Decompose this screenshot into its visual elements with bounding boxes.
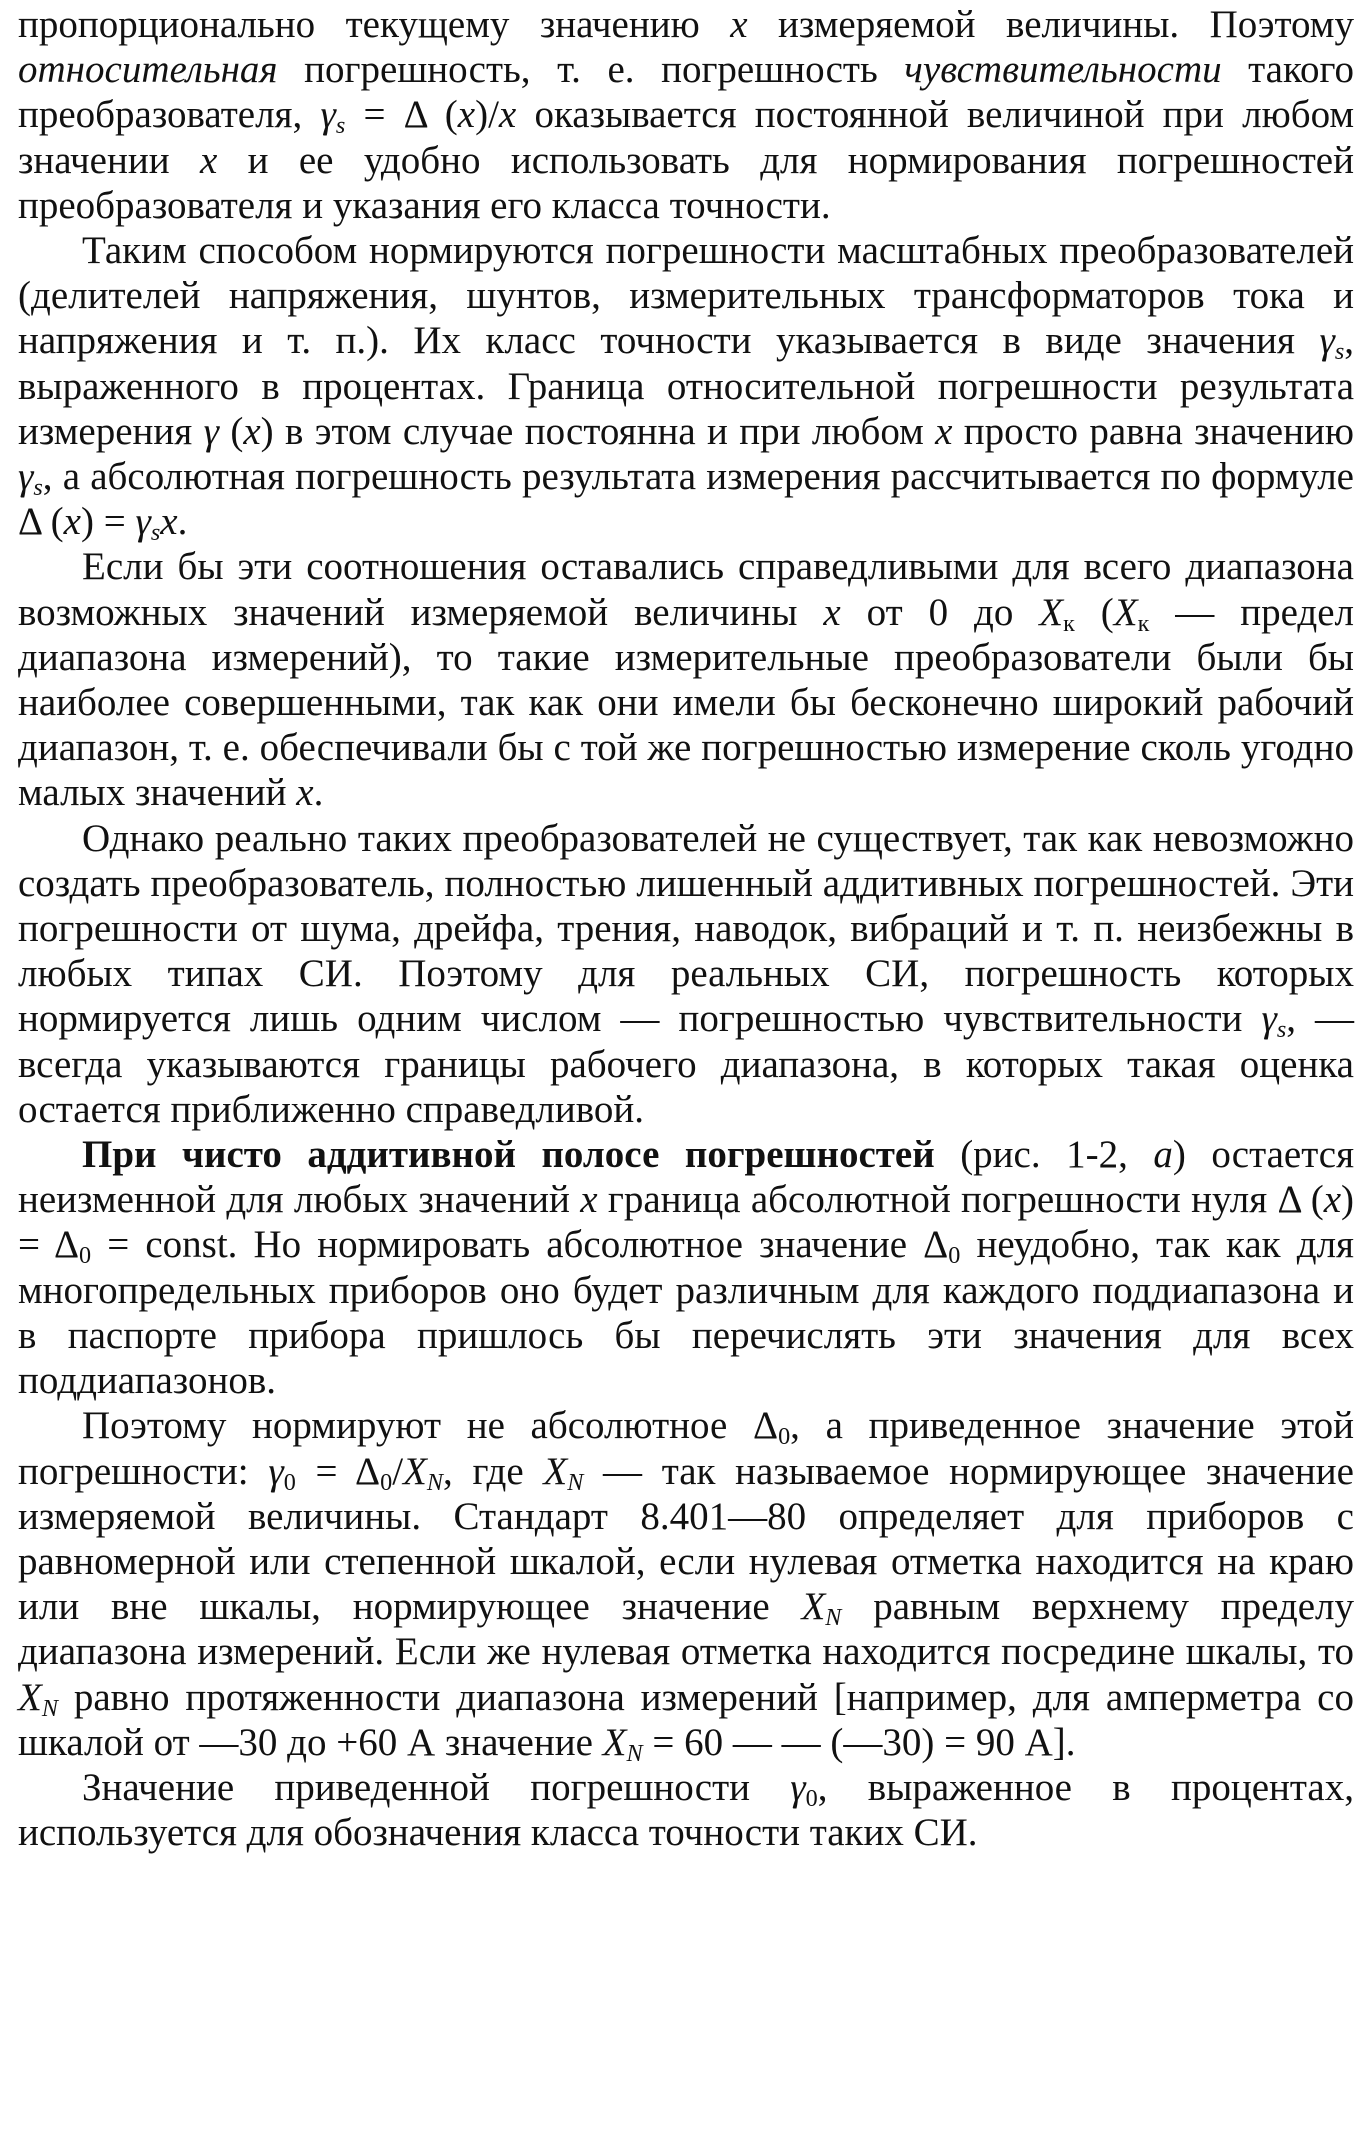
text-run: = 60 — — (—30) = 90 А].: [642, 1720, 1076, 1764]
text-run: (: [1074, 590, 1114, 634]
math-subscript: s: [335, 112, 346, 140]
italic-run: x: [457, 93, 476, 137]
subscript: [336, 112, 345, 139]
subscript: к: [1063, 609, 1075, 637]
italic-run: X: [18, 1675, 42, 1719]
italic-run: X: [1039, 590, 1064, 634]
text-run: равным верхнему пределу диапазона измерений. Если же нулевая отметка находится посредине шкалы, то: [18, 1585, 1354, 1674]
subscript: 0: [79, 1242, 92, 1270]
math-subscript: N: [426, 1468, 443, 1496]
paragraph-p3: [18, 544, 1354, 815]
text-run: Если бы эти соотношения оставались справедливыми для всего диапазона возможных значений измеряемой величины: [18, 545, 1354, 634]
subscript: [1277, 1017, 1286, 1044]
text-run: /: [392, 1449, 404, 1493]
italic-run: x: [498, 93, 517, 137]
subscript: [33, 474, 42, 501]
italic-run: x: [1323, 1178, 1341, 1222]
subscript: к: [1137, 609, 1150, 637]
math-subscript: N: [626, 1739, 643, 1767]
subscript: 0: [948, 1242, 961, 1270]
subscript: [42, 1695, 58, 1722]
paragraph-p5: [18, 1132, 1354, 1403]
italic-run: x: [243, 409, 261, 453]
paragraph-p6: [18, 1403, 1354, 1765]
italic-run: γ: [320, 93, 336, 137]
italic-run: относительная: [18, 48, 278, 92]
math-subscript: s: [1334, 338, 1345, 366]
text-run: .: [177, 500, 188, 544]
paragraph-p7: [18, 1765, 1354, 1855]
math-subscript: s: [1276, 1016, 1287, 1044]
text-run: = Δ: [295, 1449, 381, 1493]
italic-run: x: [199, 138, 218, 182]
math-subscript: s: [33, 474, 43, 502]
text-run: Однако реально таких преобразователей не существует, так как невозможно создать преобразователь, полностью лишенный аддитивных погрешностей. Эти погрешности от шума, дрейфа, трения, наводок, вибраций и т. п. неизбежны в любых типах СИ. Поэтому для реальных СИ, погрешность которых нормируется лишь одним числом — погрешностью чувствительности: [18, 816, 1354, 1041]
italic-run: x: [160, 500, 178, 544]
italic-run: γ: [1319, 319, 1335, 363]
italic-run: x: [730, 3, 748, 46]
italic-run: X: [403, 1449, 427, 1493]
text-run: , выраженное в процентах, используется для обозначения класса точности таких СИ.: [18, 1765, 1354, 1855]
subscript: [627, 1740, 643, 1767]
italic-run: X: [602, 1720, 627, 1764]
math-subscript: N: [825, 1604, 842, 1632]
italic-run: γ: [135, 500, 151, 544]
italic-run: γ: [1261, 997, 1277, 1041]
text-run: Значение приведенной погрешности: [82, 1765, 791, 1809]
text-run: оказывается постоянной величиной при любом значении: [18, 93, 1355, 182]
text-run: пропорционально текущему значению: [18, 3, 731, 46]
text-run: и ее удобно использовать для нормирования погрешностей преобразователя и указания его класса точности.: [18, 138, 1354, 227]
italic-run: γ: [203, 409, 219, 453]
italic-run: γ: [790, 1765, 806, 1809]
italic-run: x: [580, 1178, 598, 1222]
bold-heading-run: При чисто аддитивной полосе погрешностей: [82, 1133, 935, 1177]
text-run: — так называемое нормирующее значение измеряемой величины. Стандарт 8.401—80 определяет для приборов с равномерной или степенной шкалой, если нулевая отметка находится на краю или вне шкалы, нормирующее значение: [18, 1449, 1354, 1629]
text-run: , выраженного в процентах. Граница относительной погрешности результата измерения: [18, 319, 1354, 453]
italic-run: а: [1153, 1133, 1173, 1177]
italic-run: x: [823, 590, 841, 634]
italic-run: x: [935, 409, 953, 453]
subscript: 0: [778, 1423, 791, 1451]
text-run: Поэтому нормируют не абсолютное Δ: [82, 1404, 779, 1448]
text-run: = Δ (: [345, 93, 458, 137]
paragraph-p1: [18, 2, 1354, 228]
paragraph-p2: [18, 228, 1354, 547]
text-run: ) в этом случае постоянна и при любом: [260, 409, 936, 453]
subscript: [151, 519, 160, 546]
text-run: ) =: [80, 500, 136, 544]
text-run: , где: [443, 1449, 544, 1493]
text-run: ) остается неизменной для любых значений: [18, 1133, 1355, 1222]
italic-run: X: [543, 1449, 568, 1493]
text-run: ) = Δ: [18, 1178, 1354, 1267]
text-run: (рис. 1-2,: [934, 1133, 1154, 1177]
text-run: такого преобразователя,: [18, 48, 1354, 137]
text-run: (: [218, 409, 244, 453]
subscript: 0: [380, 1468, 393, 1496]
text-run: , — всегда указываются границы рабочего диапазона, в которых такая оценка остается приближенно справедливой.: [18, 997, 1355, 1131]
italic-run: γ: [18, 455, 34, 499]
text-run: Таким способом нормируются погрешности масштабных преобразователей (делителей напряжения, шунтов, измерительных трансформаторов тока и напряжения и т. п.). Их класс точности указывается в виде значения: [18, 229, 1354, 363]
italic-run: чувствительности: [904, 48, 1222, 92]
italic-run: x: [296, 771, 314, 815]
subscript: [1335, 338, 1344, 365]
text-run: — предел диапазона измерений), то такие измерительные преобразователи были бы наиболее совершенными, так как они имели бы бесконечно широкий рабочий диапазон, т. е. обеспечивали бы с той же погрешностью измерение сколь угодно малых значений: [18, 590, 1354, 815]
text-run: )/: [475, 93, 499, 137]
paragraph-p4: [18, 816, 1354, 1132]
text-run: просто равна значению: [952, 409, 1354, 453]
text-run: измеряемой величины. Поэтому: [747, 3, 1354, 46]
text-run: погрешность, т. е. погрешность: [277, 48, 905, 92]
subscript: 0: [283, 1468, 296, 1496]
text-run: , а абсолютная погрешность результата измерения рассчитывается по формуле Δ (: [18, 455, 1354, 544]
math-subscript: s: [150, 519, 161, 547]
math-subscript: N: [567, 1468, 584, 1496]
italic-run: X: [1113, 590, 1138, 634]
text-run: равно протяженности диапазона измерений [например, для амперметра со шкалой от —30 до +60 А значение: [18, 1675, 1354, 1764]
math-subscript: N: [41, 1694, 58, 1722]
text-run: = const. Но нормировать абсолютное значение Δ: [91, 1223, 949, 1267]
italic-run: X: [801, 1585, 826, 1629]
subscript: 0: [805, 1784, 818, 1812]
italic-run: γ: [268, 1449, 284, 1493]
text-run: от 0 до: [840, 590, 1040, 634]
italic-run: x: [63, 500, 81, 544]
text-run: , а приведенное значение этой погрешности:: [18, 1404, 1354, 1493]
text-run: .: [313, 771, 324, 815]
subscript: [427, 1469, 443, 1496]
subscript: [567, 1469, 583, 1496]
text-run: неудобно, так как для многопредельных приборов оно будет различным для каждого поддиапазона и в паспорте прибора пришлось бы перечислять эти значения для всех поддиапазонов.: [18, 1223, 1354, 1403]
subscript: [825, 1604, 841, 1631]
text-run: граница абсолютной погрешности нуля Δ (: [597, 1178, 1324, 1222]
